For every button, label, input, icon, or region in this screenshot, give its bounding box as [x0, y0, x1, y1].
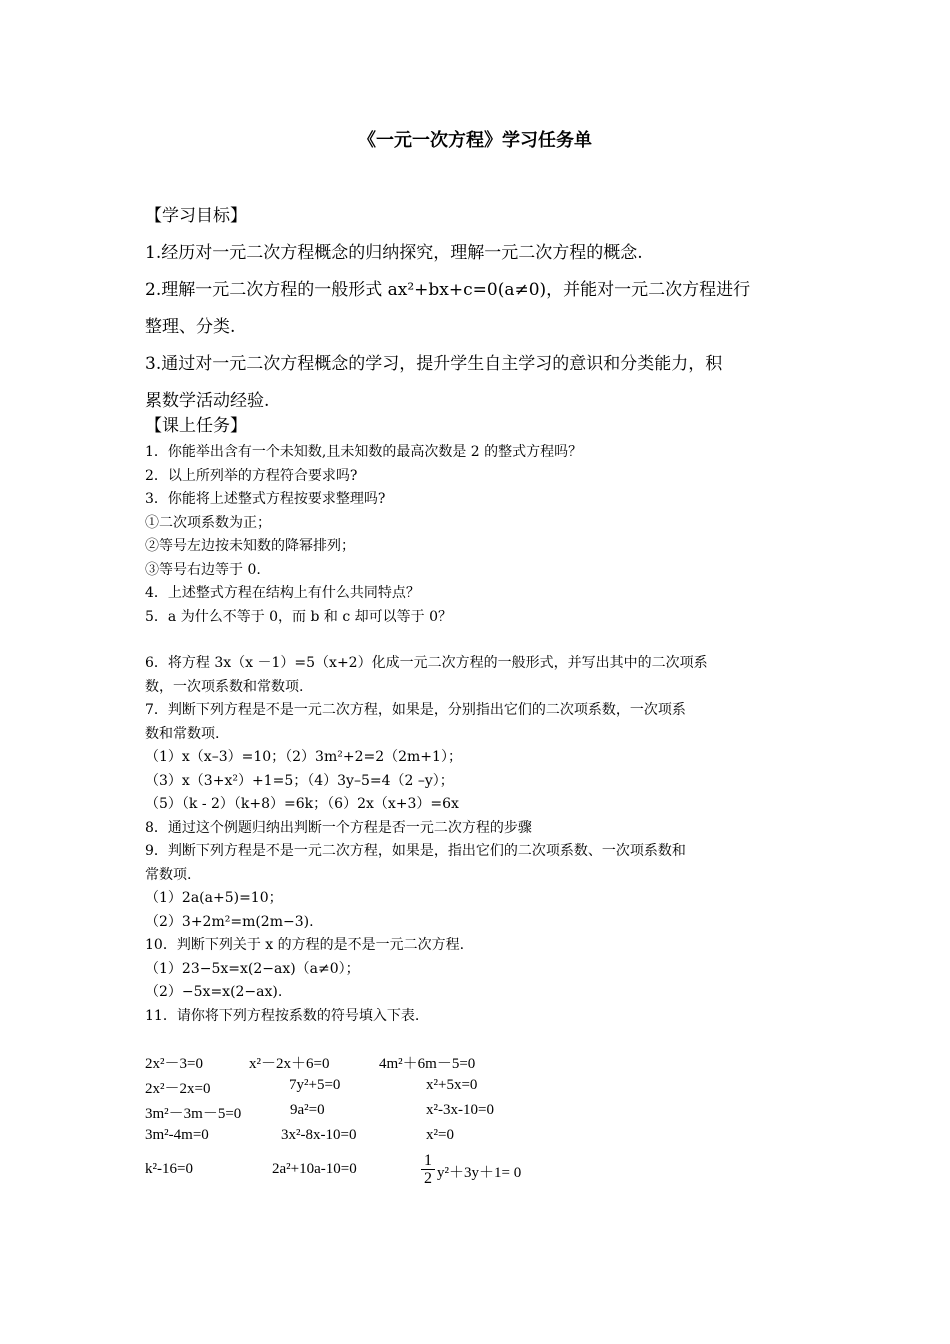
task-9-eq-1: （1）2a(a+5)=10；: [145, 890, 283, 906]
goal-3-cont: 累数学活动经验.: [145, 391, 270, 411]
task-9-cont: 常数项.: [145, 866, 192, 883]
equation: 7y²+5=0: [289, 1077, 341, 1093]
equation: k²-16=0: [145, 1161, 193, 1177]
task-2: 2．以上所列举的方程符合要求吗?: [145, 467, 358, 484]
page-title: 《一元一次方程》学习任务单: [358, 130, 592, 151]
task-3: 3．你能将上述整式方程按要求整理吗?: [145, 491, 386, 507]
task-10-eq-1: （1）23−5x=x(2−ax)（a≠0）；: [145, 960, 360, 977]
task-1: 1．你能举出含有一个未知数,且未知数的最高次数是 2 的整式方程吗？: [145, 444, 583, 460]
equation: 4m²＋6m－5=0: [379, 1056, 476, 1072]
equation: x²－2x＋6=0: [249, 1056, 330, 1072]
goal-1: 1.经历对一元二次方程概念的归纳探究，理解一元二次方程的概念.: [145, 243, 643, 263]
task-4: 4．上述整式方程在结构上有什么共同特点？: [145, 585, 420, 601]
task-3-c: ③等号右边等于 0.: [145, 561, 261, 578]
tasks-list-1: [145, 441, 805, 629]
tasks-heading: 【课上任务】: [145, 416, 247, 436]
goals-heading: 【学习目标】: [145, 206, 247, 226]
task-7-cont: 数和常数项.: [145, 725, 220, 742]
tasks-list-2: [145, 652, 805, 1028]
equation: y²＋3y＋1= 0: [437, 1165, 522, 1181]
equation: 2x²－2x=0: [145, 1081, 211, 1097]
equation: x²-3x-10=0: [426, 1102, 494, 1118]
task-7-eq-1-2: （1）x（x–3）=10；（2）3m²+2=2（2m+1）；: [145, 749, 462, 765]
equation: 3x²-8x-10=0: [281, 1127, 357, 1143]
task-10: 10．判断下列关于 x 的方程的是不是一元二次方程.: [145, 937, 465, 953]
task-9-eq-2: （2）3+2m²=m(2m−3).: [145, 913, 314, 930]
equation: 3m²－3m－5=0: [145, 1106, 242, 1122]
goal-3: 3.通过对一元二次方程概念的学习，提升学生自主学习的意识和分类能力，积: [145, 354, 723, 374]
task-9: 9．判断下列方程是不是一元二次方程，如果是，指出它们的二次项系数、一次项系数和: [145, 843, 686, 859]
task-11: 11．请你将下列方程按系数的符号填入下表.: [145, 1007, 420, 1024]
task-3-b: ②等号左边按未知数的降幂排列；: [145, 538, 355, 554]
task-8: 8．通过这个例题归纳出判断一个方程是否一元二次方程的步骤: [145, 819, 532, 836]
task-7: 7．判断下列方程是不是一元二次方程，如果是，分别指出它们的二次项系数，一次项系: [145, 702, 686, 718]
equation: 2a²+10a-10=0: [272, 1161, 357, 1177]
task-5: 5．a 为什么不等于 0，而 b 和 c 却可以等于 0？: [145, 608, 453, 625]
fraction-one-half: [421, 1152, 435, 1187]
task-7-eq-3-4: （3）x（3+x²）+1=5；（4）3y–5=4（2 –y）；: [145, 772, 454, 789]
equation: x²+5x=0: [426, 1077, 478, 1093]
equation: 2x²－3=0: [145, 1056, 203, 1072]
task-6-cont: 数，一次项系数和常数项.: [145, 678, 304, 695]
goal-2-cont: 整理、分类.: [145, 317, 236, 337]
fraction-denominator: 2: [424, 1170, 432, 1187]
task-6: 6．将方程 3x（x －1）=5（x+2）化成一元二次方程的一般形式，并写出其中的二次项系: [145, 655, 708, 671]
fraction-numerator: 1: [424, 1152, 432, 1169]
goal-2: 2.理解一元二次方程的一般形式 ax²+bx+c=0(a≠0)，并能对一元二次方程进行: [145, 280, 751, 300]
equation: 9a²=0: [290, 1102, 325, 1118]
task-7-eq-5-6: （5）（k - 2）（k+8）=6k；（6）2x（x+3）=6x: [145, 796, 459, 812]
equation: 3m²-4m=0: [145, 1127, 209, 1143]
task-10-eq-2: （2）−5x=x(2−ax).: [145, 984, 283, 1000]
task-3-a: ①二次项系数为正；: [145, 514, 271, 531]
equation: x²=0: [426, 1127, 454, 1143]
goals-section: [145, 198, 805, 420]
